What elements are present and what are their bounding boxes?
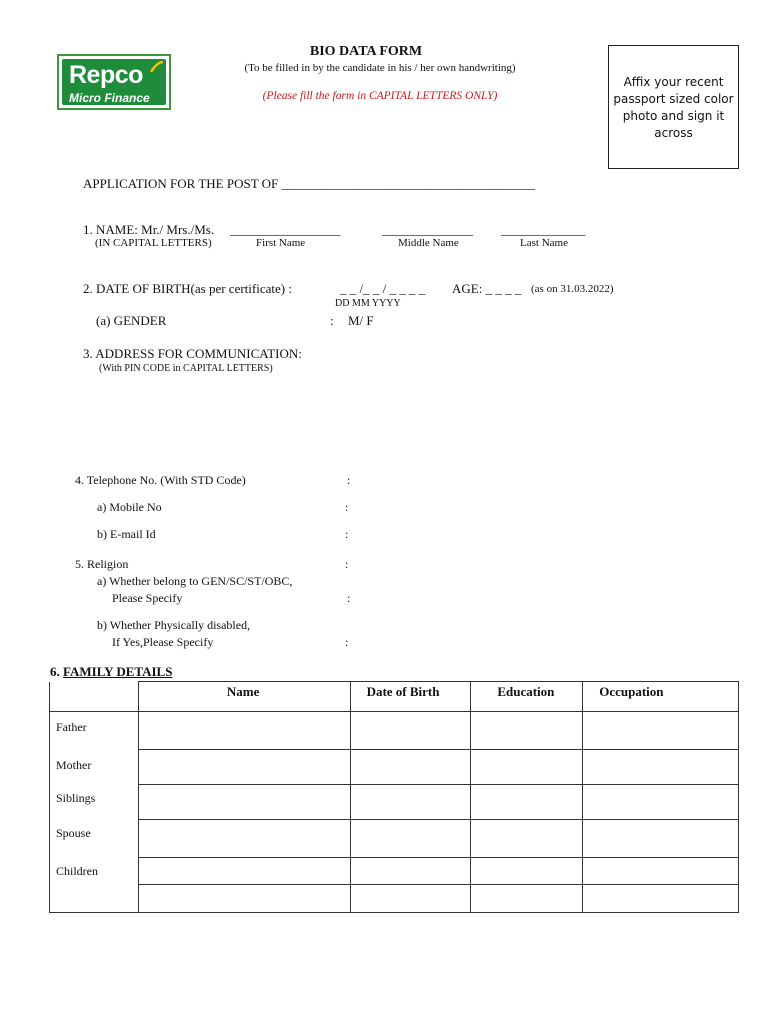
disabled-label-line1: b) Whether Physically disabled, — [97, 618, 251, 632]
column-header-education: Education — [471, 682, 583, 712]
dob-field[interactable]: _ _ /_ _ / _ _ _ _ — [340, 281, 426, 296]
disabled-field[interactable]: : — [345, 635, 349, 649]
column-header-dob: Date of Birth — [350, 682, 471, 712]
table-row — [50, 885, 739, 913]
spouse-education-cell[interactable] — [471, 820, 583, 858]
gender-label: (a) GENDER — [96, 313, 167, 328]
family-header-row — [50, 682, 739, 712]
mother-education-cell[interactable] — [471, 750, 583, 785]
row-label-mother: Mother — [50, 750, 139, 785]
children-name-cell-2[interactable] — [138, 885, 350, 913]
table-row — [50, 858, 739, 885]
mother-dob-cell[interactable] — [350, 750, 471, 785]
spouse-occupation-cell[interactable] — [583, 820, 739, 858]
column-header-relation — [50, 682, 139, 712]
form-subtitle: (To be filled in by the candidate in his / her own handwriting) — [244, 62, 516, 74]
column-header-occupation: Occupation — [583, 682, 739, 712]
last-name-field[interactable]: _____________ — [501, 222, 586, 237]
children-dob-cell-1[interactable] — [350, 858, 471, 885]
logo-brand-text: Repco — [69, 61, 143, 89]
form-title: BIO DATA FORM — [309, 44, 423, 59]
father-education-cell[interactable] — [471, 712, 583, 750]
row-label-spouse: Spouse — [50, 820, 139, 858]
dob-format-hint: DD MM YYYY — [335, 298, 401, 309]
disabled-label-line2: If Yes,Please Specify — [112, 635, 214, 649]
gender-options[interactable]: M/ F — [348, 313, 374, 328]
siblings-education-cell[interactable] — [471, 785, 583, 820]
row-label-father: Father — [50, 712, 139, 750]
siblings-name-cell[interactable] — [138, 785, 350, 820]
children-occupation-cell-2[interactable] — [583, 885, 739, 913]
father-occupation-cell[interactable] — [583, 712, 739, 750]
email-field[interactable]: : — [345, 527, 349, 541]
children-dob-cell-2[interactable] — [350, 885, 471, 913]
mother-name-cell[interactable] — [138, 750, 350, 785]
family-details-table — [49, 681, 739, 913]
religion-label: 5. Religion — [75, 557, 129, 571]
address-hint: (With PIN CODE in CAPITAL LETTERS) — [99, 363, 273, 374]
address-label: 3. ADDRESS FOR COMMUNICATION: — [83, 346, 302, 361]
father-name-cell[interactable] — [138, 712, 350, 750]
mobile-label: a) Mobile No — [97, 500, 162, 514]
address-field[interactable] — [83, 380, 603, 460]
children-name-cell-1[interactable] — [138, 858, 350, 885]
category-label-line1: a) Whether belong to GEN/SC/ST/OBC, — [97, 574, 293, 588]
mobile-field[interactable]: : — [345, 500, 349, 514]
photo-instructions: Affix your recent passport sized color photo and sign it across — [613, 75, 734, 140]
spouse-dob-cell[interactable] — [350, 820, 471, 858]
family-heading-text: FAMILY DETAILS — [63, 664, 173, 679]
category-label-line2: Please Specify — [112, 591, 183, 605]
children-education-cell-1[interactable] — [471, 858, 583, 885]
logo-sub-text: Micro Finance — [69, 91, 150, 105]
photo-box[interactable] — [608, 45, 739, 169]
category-field[interactable]: : — [347, 591, 351, 605]
telephone-label: 4. Telephone No. (With STD Code) — [75, 473, 246, 487]
column-header-name: Name — [138, 682, 350, 712]
post-field[interactable]: _______________________________________ — [281, 176, 536, 191]
gender-colon: : — [330, 313, 334, 328]
row-label-siblings: Siblings — [50, 785, 139, 820]
email-label: b) E-mail Id — [97, 527, 156, 541]
capital-letters-note: (Please fill the form in CAPITAL LETTERS ONLY) — [262, 90, 498, 102]
table-row — [50, 750, 739, 785]
telephone-field[interactable]: : — [347, 473, 351, 487]
mother-occupation-cell[interactable] — [583, 750, 739, 785]
family-heading-number: 6. — [50, 664, 60, 679]
table-row — [50, 712, 739, 750]
religion-field[interactable]: : — [345, 557, 349, 571]
capital-letters-hint: (IN CAPITAL LETTERS) — [95, 237, 212, 249]
age-reference-date: (as on 31.03.2022) — [531, 283, 614, 295]
middle-name-caption: Middle Name — [398, 237, 459, 249]
siblings-dob-cell[interactable] — [350, 785, 471, 820]
father-dob-cell[interactable] — [350, 712, 471, 750]
siblings-occupation-cell[interactable] — [583, 785, 739, 820]
row-label-children: Children — [50, 858, 139, 913]
age-field[interactable]: AGE: _ _ _ _ — [452, 281, 522, 296]
first-name-field[interactable]: _________________ — [230, 222, 341, 237]
children-education-cell-2[interactable] — [471, 885, 583, 913]
middle-name-field[interactable]: ______________ — [382, 222, 473, 237]
last-name-caption: Last Name — [520, 237, 568, 249]
first-name-caption: First Name — [256, 237, 306, 249]
family-details-heading — [50, 664, 172, 680]
post-label-text: APPLICATION FOR THE POST OF — [83, 176, 279, 191]
name-label: 1. NAME: Mr./ Mrs./Ms. — [83, 222, 215, 237]
dob-label: 2. DATE OF BIRTH(as per certificate) : — [83, 281, 292, 296]
post-label — [83, 176, 535, 192]
spouse-name-cell[interactable] — [138, 820, 350, 858]
table-row — [50, 785, 739, 820]
table-row — [50, 820, 739, 858]
children-occupation-cell-1[interactable] — [583, 858, 739, 885]
